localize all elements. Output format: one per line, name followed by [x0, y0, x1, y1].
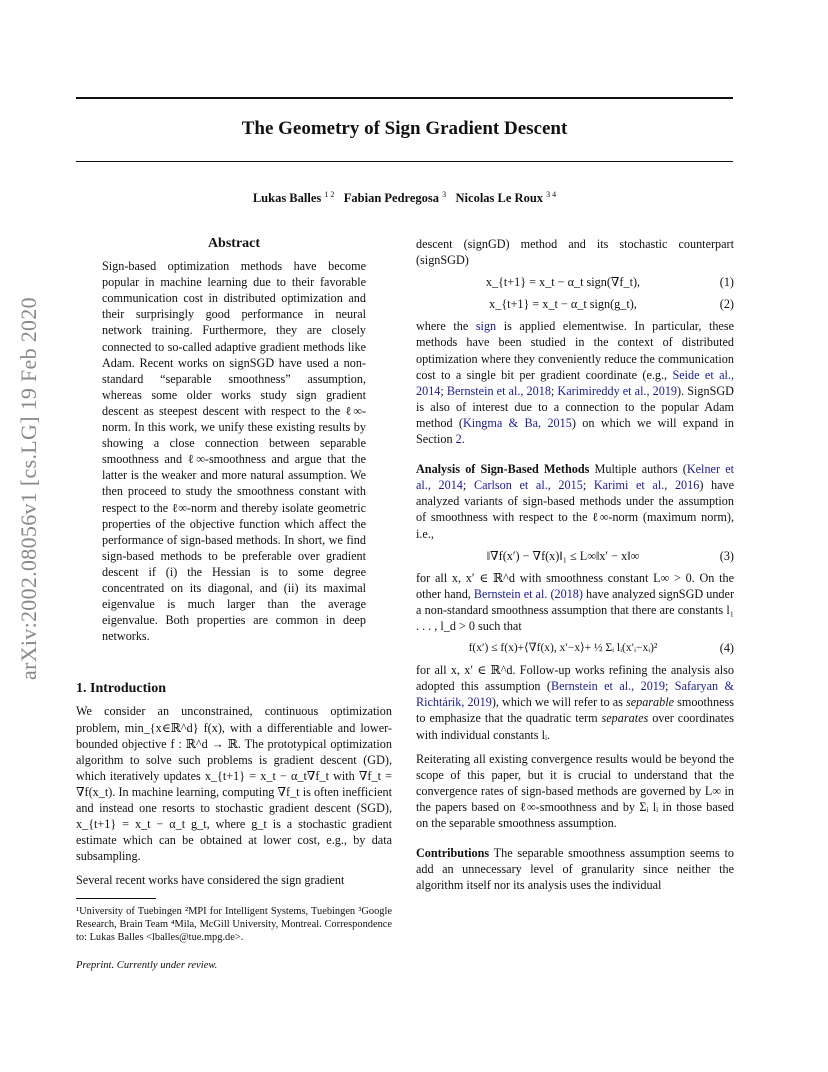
equation-number: (1): [719, 275, 734, 290]
left-column: [76, 236, 392, 975]
equation-4: [416, 640, 734, 656]
paragraph-heading: Contributions: [416, 846, 490, 861]
equation-expression: x_{t+1} = x_t − α_t sign(∇f_t),: [485, 275, 641, 290]
citation-link[interactable]: Karimireddy et al., 2019: [557, 383, 678, 398]
right-column: [416, 236, 734, 893]
section-link[interactable]: 2: [455, 432, 462, 447]
text-run: for all x, x′ ∈ ℝ^d. Follow-up works refining the analysis also adopted this assumption (: [416, 663, 734, 694]
text-run: have analyzed signSGD under a non-standard smoothness assumption that there are constants l₁ . . . , l_d > 0 such that: [416, 586, 734, 633]
intro-paragraph: Several recent works have considered the sign gradient: [76, 873, 345, 888]
abstract-heading: Abstract: [207, 236, 261, 251]
citation-link[interactable]: Karimi et al., 2016: [593, 478, 700, 493]
author-name: Nicolas Le Roux: [455, 191, 544, 206]
equation-expression: x_{t+1} = x_t − α_t sign(g_t),: [489, 297, 637, 312]
author-name: Fabian Pedregosa: [343, 191, 440, 206]
equation-3: [416, 548, 734, 564]
text-run: where the: [416, 319, 476, 334]
text-run: for all x, x′ ∈ ℝ^d with smoothness constant L∞ > 0. On the other hand,: [416, 570, 734, 601]
body-paragraph: [416, 845, 734, 893]
body-paragraph: where the sign is applied elementwise. In particular, these methods have been studied in the context of distributed optimization where they conveniently reduce the communication cost to a single bit per gradient coordinate (e.g., Seide et al., 2014; Bernstein et al., 2018; Karimireddy et al., 2019). SignSGD is also of interest due to a connection to the popular Adam method (Kingma & Ba, 2015) on which we will expand in Section 2.: [416, 319, 734, 447]
preprint-note: Preprint. Currently under review.: [76, 960, 218, 972]
equation-1: [416, 274, 734, 290]
text-run: is applied elementwise. In particular, these methods have been studied in the context of distributed optimization where they conveniently reduce the communication cost to a single bit per gradient coordinate (e.g.,: [416, 319, 734, 382]
footnote-rule: [76, 898, 156, 899]
author-affiliation: 3: [442, 190, 447, 199]
text-run: over coordinates with individual constants lᵢ.: [416, 711, 734, 742]
author-affiliation: 1 2: [324, 190, 335, 199]
abstract-body: Sign-based optimization methods have become popular in machine learning due to their favorable communication cost in distributed optimization and their surprisingly good performance in neural network training. Furthermore, they are closely connected to so-called adaptive gradient methods like Adam. Recent works on signSGD have used a non-standard “separable smoothness” assumption, whereas some older works study sign gradient descent as steepest descent with respect to the ℓ∞-norm. In this work, we unify these existing results by showing a close connection between separable smoothness and ℓ∞-smoothness and argue that the latter is the weaker and more natural assumption. We then proceed to study the smoothness constant with respect to the ℓ∞-norm and thereby isolate geometric properties of the objective function which affect the performance of sign-based methods. In short, we find sign-based methods to be preferable over gradient descent if (i) the Hessian is to some degree concentrated on its diagonal, and (ii) its maximal eigenvalue is much larger than the average eigenvalue. Both properties are common in deep networks.: [102, 259, 366, 644]
text-run: ) have analyzed variants of sign-based methods under the assumption of smoothness with respect to the ℓ∞-norm (maximum norm), i.e.,: [416, 478, 735, 541]
text-run: Multiple authors (: [589, 462, 687, 477]
emphasis-text: separable: [625, 695, 675, 710]
text-run: .: [461, 432, 465, 447]
body-paragraph: for all x, x′ ∈ ℝ^d. Follow-up works refining the analysis also adopted this assumption (Bernstein et al., 2019; Safaryan & Richtárik, 2019), which we will refer to as separable smoothness to emphasize that the quadratic term separates over coordinates with individual constants lᵢ.: [416, 663, 734, 742]
body-paragraph: [416, 570, 734, 634]
author-list: [76, 190, 733, 206]
paragraph-heading: Analysis of Sign-Based Methods: [416, 462, 590, 477]
emphasis-text: separates: [601, 711, 649, 726]
top-rule: [76, 97, 733, 99]
body-paragraph: descent (signGD) method and its stochastic counterpart (signSGD): [416, 237, 734, 268]
title-bottom-rule: [76, 161, 733, 162]
citation-link[interactable]: Carlson et al., 2015: [473, 478, 583, 493]
text-run: ) on which we will expand in Section: [416, 415, 734, 447]
text-run: ). SignSGD is also of interest due to a connection to the popular Adam method (: [416, 383, 734, 430]
equation-number: (2): [719, 297, 734, 312]
affiliation-footnote: ¹University of Tuebingen ²MPI for Intelligent Systems, Tuebingen ³Google Research, Brain Team ⁴Mila, McGill University, Montreal. Correspondence to: Lukas Balles <lballes@tue.mpg.de>.: [76, 906, 392, 944]
text-run: The separable smoothness assumption seems to add an unnecessary level of granularity since neither the algorithm itself nor its analysis uses the individual: [416, 846, 734, 893]
body-paragraph: Reiterating all existing convergence results would be beyond the scope of this paper, but it is crucial to understand that the convergence rates of sign-based methods are governed by L∞ in the papers based on ℓ∞-smoothness and by Σᵢ lᵢ in those based on the separable smoothness assumption.: [416, 751, 734, 830]
citation-link[interactable]: Kelner et al., 2014: [416, 462, 734, 493]
text-run: smoothness to emphasize that the quadratic term: [416, 695, 734, 726]
body-paragraph: Analysis of Sign-Based Methods Multiple authors (Kelner et al., 2014; Carlson et al., 2015; Karimi et al., 2016) have analyzed variants of sign-based methods under the assumption of smoothness with respect to the ℓ∞-norm (maximum norm), i.e.,: [416, 462, 735, 541]
citation-link[interactable]: Bernstein et al., 2018: [446, 383, 551, 398]
citation-link[interactable]: Bernstein et al. (2018): [473, 586, 583, 601]
citation-link[interactable]: Kingma & Ba, 2015: [463, 415, 572, 430]
paper-title: The Geometry of Sign Gradient Descent: [241, 118, 568, 139]
author-affiliation: 3 4: [546, 190, 557, 199]
arxiv-stamp-text: arXiv:2002.08056v1 [cs.LG] 19 Feb 2020: [16, 297, 41, 680]
citation-link[interactable]: Bernstein et al., 2019: [551, 679, 665, 694]
section-heading-introduction: 1. Introduction: [76, 681, 166, 697]
equation-expression: f(x′) ≤ f(x)+⟨∇f(x), x′−x⟩+ ½ Σᵢ lᵢ(x′ᵢ−xᵢ)²: [468, 642, 658, 655]
equation-number: (4): [719, 641, 734, 656]
intro-paragraph: We consider an unconstrained, continuous optimization problem, min_{x∈ℝ^d} f(x), with a differentiable and lower-bounded objective f : ℝ^d → ℝ. The prototypical optimization algorithm to solve such problems is gradient descent (GD), which iteratively updates x_{t+1} = x_t − α_t∇f_t with ∇f_t = ∇f(x_t). In machine learning, computing ∇f_t is often inefficient and instead one resorts to stochastic gradient descent (SGD), x_{t+1} = x_t − α_t g_t, where g_t is a stochastic gradient estimate which can be obtained at lower cost, e.g., by data subsampling.: [76, 704, 392, 864]
equation-number: (3): [719, 548, 734, 563]
author-name: Lukas Balles: [252, 191, 322, 206]
citation-link[interactable]: Seide et al., 2014: [416, 367, 734, 398]
sign-link[interactable]: sign: [475, 319, 497, 334]
equation-expression: ‖∇f(x′) − ∇f(x)‖₁ ≤ L∞‖x′ − x‖∞: [486, 548, 640, 563]
citation-link[interactable]: Safaryan & Richtárik, 2019: [416, 679, 734, 710]
text-run: ), which we will refer to as: [491, 695, 626, 710]
equation-2: [416, 296, 734, 312]
